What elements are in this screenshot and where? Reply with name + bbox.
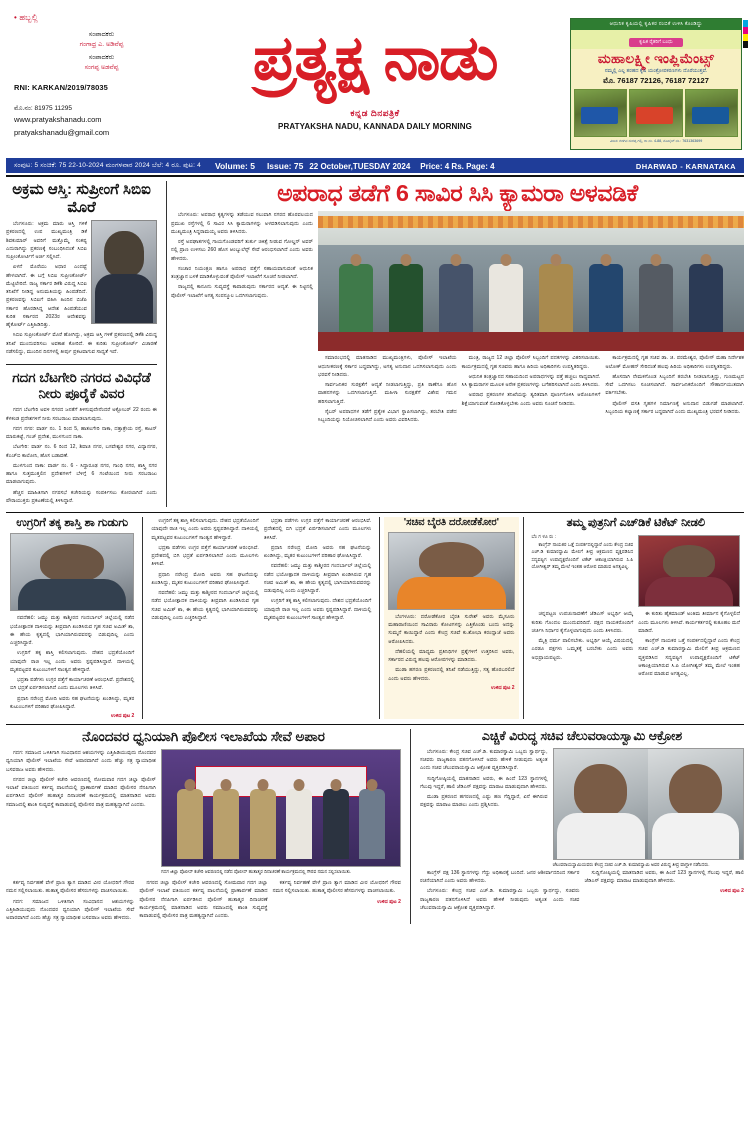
ad-description: ನಮ್ಮಲ್ಲಿ ಎಲ್ಲ ತರಹದ ಕೃಷಿ ಯಂತ್ರೋಪಕರಣಗಳು ದೊರೆಯುತ್ತವೆ. (604, 67, 708, 74)
left-second-para-3: ಬೆಟಗೇರಿ: ವಾರ್ಡ ನಂ. 6 ರಿಂದ 12, ಶಿವಾಜಿ ನಗರ, ಬಸವೇಶ್ವರ ನಗರ, ವಿದ್ಯಾನಗರ, ಕೆಎಚ್‌ಬಿ ಕಾಲೋನಿ, ಹೊಸ ಬಡಾವಣೆ. (6, 444, 157, 459)
amit-shah-x4: ನವದೆಹಲಿ: ಜಮ್ಮು ಮತ್ತು ಕಾಶ್ಮೀರದ ಗಂದರ್ಬಾಲ್ ಜಿಲ್ಲೆಯಲ್ಲಿ ನಡೆದ ಭಯೋತ್ಪಾದಕ ದಾಳಿಯನ್ನು ತೀವ್ರವಾಗಿ ಖಂಡಿಸಿರುವ ಗೃಹ ಸಚಿವ ಅಮಿತ್ ಶಾ, ಈ ಹೇಯ ಕೃತ್ಯದಲ್ಲಿ ಭಾಗಿಯಾಗಿರುವವರನ್ನು ಬಿಡುವುದಿಲ್ಲ ಎಂದು ಎಚ್ಚರಿಸಿದ್ದಾರೆ. (151, 590, 259, 621)
editor-name-1: ಗಂಗಾಧ್ರ ಎ. ಅಡಿವೆಪ್ಪ (79, 41, 124, 49)
amit-shah-para-4: ಪ್ರಧಾನಿ ನರೇಂದ್ರ ಮೋದಿ ಅವರು ಸಹ ಘಟನೆಯನ್ನು ಖಂಡಿಸಿದ್ದು, ಮೃತರ ಕುಟುಂಬಗಳಿಗೆ ಪರಿಹಾರ ಘೋಷಿಸಿದ್ದಾರೆ. (10, 695, 135, 710)
police-text-col (6, 749, 156, 876)
police-para-2: ನಗರದ ಜಿಲ್ಲಾ ಪೊಲೀಸ್ ಕಚೇರಿ ಆವರಣದಲ್ಲಿ ಸೋಮವಾರ ಗದಗ ಜಿಲ್ಲಾ ಪೊಲೀಸ್ ಇಲಾಖೆ ವತಿಯಿಂದ ಕರ್ತವ್ಯ ಪಾಲನೆಯಲ್ಲಿ ಪ್ರಾಣಾರ್ಪಣೆ ಮಾಡಿದ ಪೊಲೀಸರ ನೆನಪಿಗಾಗಿ ಏರ್ಪಡಿಸಿದ ಪೊಲೀಸ್ ಹುತಾತ್ಮರ ದಿನಾಚರಣೆ ಕಾರ್ಯಕ್ರಮದಲ್ಲಿ ಮಾತನಾಡಿದ ಅವರು ಸಮಾಜದಲ್ಲಿ ಶಾಂತಿ ಸುವ್ಯವಸ್ಥೆ ಕಾಪಾಡುವಲ್ಲಿ ಪೊಲೀಸರ ಪಾತ್ರ ಮಹತ್ವದ್ದಾಗಿದೆ ಎಂದರು. (6, 776, 156, 808)
left-lead-para-3: ಸಿಬಿಐ ಸುಪ್ರೀಂಕೋರ್ಟ್ ಮೊರೆ ಹೋಗಿದ್ದು, ಅಕ್ರಮ ಆಸ್ತಿ ಗಳಿಕೆ ಪ್ರಕರಣದಲ್ಲಿ ಡಿಕೆಶಿ ವಿರುದ್ಧ ತನಿಖೆ ಮುಂದುವರಿಸಲು ಅವಕಾಶ ಕೋರಿದೆ. ಈ ಕುರಿತು ಸುಪ್ರೀಂಕೋರ್ಟ್ ವಿಚಾರಣೆ ನಡೆಸಲಿದ್ದು, ಮುಂದಿನ ದಿನಗಳಲ್ಲಿ ತೀರ್ಪು ಪ್ರಕಟವಾಗುವ ಸಾಧ್ಯತೆ ಇದೆ. (6, 332, 157, 355)
main-col2-para-2: ಸಾರ್ವಜನಿಕರ ಸುರಕ್ಷತೆಗೆ ಆದ್ಯತೆ ನೀಡಲಾಗುತ್ತಿದ್ದು, ಪ್ರತಿ ಠಾಣೆಗೂ ಹೊಸ ವಾಹನಗಳನ್ನು ಒದಗಿಸಲಾಗುತ್ತಿದೆ. ಮಹಿಳಾ ಸುರಕ್ಷತೆಗೆ ವಿಶೇಷ ಗಮನ ಹರಿಸಲಾಗುತ್ತಿದೆ. (318, 382, 457, 405)
amit-shah-x3: ಪ್ರಧಾನಿ ನರೇಂದ್ರ ಮೋದಿ ಅವರು ಸಹ ಘಟನೆಯನ್ನು ಖಂಡಿಸಿದ್ದು, ಮೃತರ ಕುಟುಂಬಗಳಿಗೆ ಪರಿಹಾರ ಘೋಷಿಸಿದ್ದಾರೆ. (151, 571, 259, 586)
main-col1-para-3: ಸಂಚಾರ ನಿಯಂತ್ರಣ ಹಾಗೂ ಅಪರಾಧ ಪತ್ತೆಗೆ ಸಹಾಯವಾಗುವಂತೆ ಆಧುನಿಕ ತಂತ್ರಜ್ಞಾನ ಬಳಕೆ ಮಾಡಿಕೊಳ್ಳುವಂತೆ ಪೊಲೀಸ್ ಇಲಾಖೆಗೆ ಸೂಚನೆ ನೀಡಲಾಗಿದೆ. (171, 265, 313, 281)
header-divider-rule (6, 175, 744, 177)
mid-article-amit-shah-extended (147, 517, 375, 719)
main-under-photo-columns (318, 354, 744, 426)
police-continued-marker[interactable]: ಉಳಿದ ಪುಟ 2 (377, 898, 401, 905)
main-lead-article (171, 181, 744, 507)
issue-info-bar (6, 158, 744, 173)
police-bottom-columns (6, 879, 401, 924)
masthead-contact-block (14, 103, 189, 140)
editor-role-2: ಸಂಪಾದಕರು (88, 53, 115, 61)
main-lead-columns (171, 211, 744, 426)
main-col4-block (605, 354, 744, 426)
hdk-ticket-headline[interactable]: ತಮ್ಮ ಪುತ್ರನಿಗೆ ಎಚ್‌ಡಿಕೆ ಟಿಕೆಟ್ ನೀಡಲಿ (566, 517, 706, 530)
contact-website[interactable]: www.pratyakshanadu.com (14, 115, 102, 125)
issue-date: 22 October,TUESDAY 2024 (309, 161, 411, 171)
photo-subject-left (554, 749, 649, 859)
ad-ribbon: ಕೃಷಿಕ ರೈತರಿಗೆ ಬಂಧು (629, 38, 683, 47)
main-lead-col-1 (171, 211, 313, 426)
byrathi-body (388, 613, 514, 683)
left-column (6, 181, 162, 507)
police-service-headline[interactable]: ನೊಂದವರ ಧ್ವನಿಯಾಗಿ ಪೊಲೀಸ ಇಲಾಖೆಯ ಸೇವೆ ಅಪಾರ (82, 729, 325, 745)
print-color-registration-bars (743, 20, 748, 48)
bottom-column-separator (410, 729, 411, 924)
bottom-section (6, 724, 744, 924)
hdk-para-2: ಚನ್ನಪಟ್ಟಣ ಉಪಚುನಾವಣೆಗೆ ಜೆಡಿಎಸ್ ಅಭ್ಯರ್ಥಿ ಆಯ್ಕೆ ಕುರಿತು ಗೊಂದಲ ಮುಂದುವರಿದಿದೆ. ಪಕ್ಷದ ನಾಯಕರೊಂದಿಗೆ ಚರ್ಚಿಸಿ ನಿರ್ಧಾರ ಕೈಗೊಳ್ಳಲಾಗುವುದು ಎಂದು ತಿಳಿಸಿದರು. (531, 611, 634, 634)
masthead-subtitle-block (180, 108, 570, 131)
main-col2-para-1: ಸಮಾರಂಭದಲ್ಲಿ ಮಾತನಾಡಿದ ಮುಖ್ಯಮಂತ್ರಿಗಳು, ಪೊಲೀಸ್ ಇಲಾಖೆಯ ಆಧುನೀಕರಣಕ್ಕೆ ಸರ್ಕಾರ ಬದ್ಧವಾಗಿದ್ದು, ಅಗತ್ಯ ಅನುದಾನ ಒದಗಿಸಲಾಗುವುದು ಎಂದು ಭರವಸೆ ನೀಡಿದರು. (318, 355, 457, 378)
police-salute-ceremony-photo (161, 749, 401, 867)
editor-credit-2 (27, 53, 177, 73)
photo-subject-right (648, 749, 743, 859)
contact-mobile: ಮೊ.ನಂ: 81975 11295 (14, 105, 72, 113)
byrathi-para-1: ಬೆಂಗಳೂರು: ದರೋಡೆಕೋರ ಬೈರತಿ ಸುರೇಶ್ ಅವರು ಮೈಸೂರು ಮಹಾರಾಣಿಯಿಂದ ಸಾವಿರಾರು ಕೋಟಿಗಳನ್ನು ಎತ್ತಿಕೊಂಡು ಬಂದು ಅದನ್ನು ಸುಮ್ಮನೆ ಕಾಯಿದ್ದಾರೆ ಎಂದು ಕೇಂದ್ರ ಸಚಿವೆ ಕು.ಶೋಭಾ ಕರಂದ್ಲಾಜೆ ಅವರು ಆರೋಪಿಸಿದರು. (388, 613, 515, 645)
masthead-left-block (14, 12, 189, 140)
main-col4-para-2: ಹೊಸದಾಗಿ ನೇಮಕಗೊಂಡ ಸಿಬ್ಬಂದಿಗೆ ತರಬೇತಿ ನೀಡಲಾಗುತ್ತಿದ್ದು, ಗುಣಮಟ್ಟದ ಸೇವೆ ಒದಗಿಸಲು ಸೂಚಿಸಲಾಗಿದೆ. ಸಾರ್ವಜನಿಕರೊಂದಿಗೆ ಸೌಹಾರ್ದಯುತವಾಗಿ ವರ್ತಿಸಬೇಕು. (605, 373, 745, 397)
subtitle-kannada: ಕನ್ನಡ ದಿನಪತ್ರಿಕೆ (350, 108, 400, 118)
ad-address-footer: ವಿಳಾಸ: ಗದಗಿನ ಸಂಗಪ್ಪ ಗಲ್ಲಿ, ಶಾ ನಂ. 4-88, ಮೊಬೈಲ್ ನಂ.: 7631363699 (609, 138, 703, 143)
issue-volume: Volume: 5 (214, 161, 255, 171)
main-banner-headline[interactable]: ಅಪರಾಧ ತಡೆಗೆ 6 ಸಾವಿರ ಸಿಸಿ ಕ್ಯಾಮರಾ ಅಳವಡಿಕೆ (277, 180, 638, 206)
police-para-6: ಕರ್ತವ್ಯ ನಿರ್ವಹಣೆ ವೇಳೆ ಪ್ರಾಣ ತ್ಯಾಗ ಮಾಡಿದ ವೀರ ಯೋಧರಿಗೆ ಗೌರವ ನಮನ ಸಲ್ಲಿಸಲಾಯಿತು. ಹುತಾತ್ಮ ಪೊಲೀಸರ ಹೆಸರುಗಳನ್ನು ವಾಚಿಸಲಾಯಿತು. (272, 880, 401, 895)
cheluvarayaswamy-bottom-row (420, 869, 744, 914)
left-second-headline[interactable]: ಗದಗ ಬೆಟಗೇರಿ ನಗರದ ವಿವಿಧೆಡೆ ನೀರು ಪೂರೈಕೆ ವಿವರ (6, 364, 157, 402)
issue-number: Issue: 75 (266, 161, 304, 171)
masthead-bullet-text: • ಹಬ್ಬಲ್ಲಿ (14, 13, 38, 22)
mid-article-amit-shah (6, 517, 138, 719)
cheluva-photo-caption: ಚೆಲುವರಾಯಸ್ವಾಮಿಯವರು ಕೇಂದ್ರ ಸಚಿವ ಎಚ್.ಡಿ. ಕುಮಾರಸ್ವಾಮಿ ಅವರ ವಿರುದ್ಧ ತೀವ್ರ ವಾಗ್ದಾಳಿ ನಡೆಸಿದರು. (552, 861, 710, 867)
amit-shah-headline[interactable]: ಉಗ್ರರಿಗೆ ತಕ್ಕ ಶಾಸ್ತಿ ಶಾ ಗುಡುಗು (16, 517, 129, 530)
main-col1-para-1: ಬೆಂಗಳೂರು: ಅಪರಾಧ ಕೃತ್ಯಗಳನ್ನು ತಡೆಯುವ ಸಲುವಾಗಿ ನಗರದ ಹೊರವಲಯದ ಪ್ರಮುಖ ರಸ್ತೆಗಳಲ್ಲಿ 6 ಸಾವಿರ ಸಿಸಿ ಕ್ಯಾಮರಾಗಳನ್ನು ಅಳವಡಿಸಲಾಗುವುದು ಎಂದು ಮುಖ್ಯಮಂತ್ರಿ ಸಿದ್ದರಾಮಯ್ಯ ಅವರು ತಿಳಿಸಿದರು. (171, 212, 313, 235)
mid-separator-1 (142, 517, 143, 719)
amit-shah-photo (10, 533, 134, 611)
ad-image-rotavator (629, 89, 682, 137)
hdk-ticket-text-col (532, 533, 634, 610)
politician-portrait-photo (638, 535, 740, 607)
cheluvarayaswamy-headline[interactable]: ಎಚ್ಚಿಕೆ ವಿರುದ್ಧ ಸಚಿವ ಚೆಲುವರಾಯಸ್ವಾಮಿ ಆಕ್ರೋಶ (481, 729, 683, 744)
cm-siddaramaiah-stage-photo (318, 211, 744, 351)
cheluva-para-2: ಸುದ್ದಿಗೋಷ್ಠಿಯಲ್ಲಿ ಮಾತನಾಡಿದ ಅವರು, ಈ ಹಿಂದೆ 123 ಸ್ಥಾನಗಳಲ್ಲಿ ಗೆಲುವು ಇದ್ದರೆ, ಹಾಲಿ ಜೆಡಿಎಸ್ ಪಕ್ಷವನ್ನು ಮಾರಾಟ ಮಾಡುವುದಾಗಿ ಹೇಳಿದರು. (420, 775, 548, 790)
cheluva-continued-marker[interactable]: ಉಳಿದ ಪುಟ 2 (720, 888, 744, 895)
ad-phone-numbers: ಮೊ. 76187 72126, 76187 72127 (603, 75, 709, 85)
cheluva-bot-col-2 (585, 869, 745, 914)
mid-separator-2 (379, 517, 380, 719)
issue-meta-kannada: ಸಂಪುಟ: 5 ಸಂಚಿಕೆ: 75 22-10-2024 ಮಂಗಳವಾರ 2024 ಬೆಲೆ: 4 ರೂ. ಪುಟ: 4 (14, 162, 201, 169)
mahalakshmi-implements-advertisement[interactable] (570, 18, 742, 150)
amit-shah-para-2: ಉಗ್ರರಿಗೆ ತಕ್ಕ ಶಾಸ್ತಿ ಕಲಿಸಲಾಗುವುದು. ದೇಶದ ಭದ್ರತೆಯೊಂದಿಗೆ ಯಾವುದೇ ರಾಜಿ ಇಲ್ಲ ಎಂದು ಅವರು ಸ್ಪಷ್ಟಪಡಿಸಿದ್ದಾರೆ. ದಾಳಿಯಲ್ಲಿ ಮೃತಪಟ್ಟವರ ಕುಟುಂಬಗಳಿಗೆ ಸಾಂತ್ವನ ಹೇಳಿದ್ದಾರೆ. (10, 650, 135, 673)
amit-shah-x1: ಉಗ್ರರಿಗೆ ತಕ್ಕ ಶಾಸ್ತಿ ಕಲಿಸಲಾಗುವುದು. ದೇಶದ ಭದ್ರತೆಯೊಂದಿಗೆ ಯಾವುದೇ ರಾಜಿ ಇಲ್ಲ ಎಂದು ಅವರು ಸ್ಪಷ್ಟಪಡಿಸಿದ್ದಾರೆ. ದಾಳಿಯಲ್ಲಿ ಮೃತಪಟ್ಟವರ ಕುಟುಂಬಗಳಿಗೆ ಸಾಂತ್ವನ ಹೇಳಿದ್ದಾರೆ. (151, 518, 259, 541)
amit-shah-body (10, 614, 134, 711)
police-para-4: ಗದಗ: ಸಮಾಜದ ಒಳಿತಿಗಾಗಿ ಸಂವಿಧಾನದ ಆಶಯಗಳನ್ನು ಎತ್ತಿಹಿಡಿಯುವುದು ನೊಂದವರ ಧ್ವನಿಯಾಗಿ ಪೊಲೀಸ್ ಇಲಾಖೆಯ ಸೇವೆ ಅಪಾರವಾಗಿದೆ ಎಂದು ಹೆಚ್ಚು ಸತ್ರ ನ್ಯಾಯಾಧೀಶ ಬಸವರಾಜ ಅವರು ಹೇಳಿದರು. (6, 898, 135, 922)
main-col3-block (462, 354, 601, 426)
police-bot-col-3 (273, 879, 401, 924)
cheluva-bot-col-1 (420, 869, 580, 914)
cheluva-para-3: ಮುಡಾ ಪ್ರಕರಣದ ಹಗರಣದಲ್ಲಿ ಎಷ್ಟು ಹಣ ಗೆದ್ದಿದ್ದಾರೆ, ಏನೆ ಈಗಿರುವ ಪಕ್ಷವನ್ನು ಮಾರಾಟ ಮಾಡಲು ಎಂದು ಪ್ರಶ್ನಿಸಿದರು. (420, 794, 548, 809)
main-col1-para-4: ರಾಜ್ಯದಲ್ಲಿ ಕಾನೂನು ಸುವ್ಯವಸ್ಥೆ ಕಾಪಾಡುವುದು ಸರ್ಕಾರದ ಆದ್ಯತೆ. ಈ ನಿಟ್ಟಿನಲ್ಲಿ ಪೊಲೀಸ್ ಇಲಾಖೆಗೆ ಅಗತ್ಯ ಸಂಪನ್ಮೂಲ ಒದಗಿಸಲಾಗುವುದು. (171, 284, 313, 299)
amit-shah-y4: ಉಗ್ರರಿಗೆ ತಕ್ಕ ಶಾಸ್ತಿ ಕಲಿಸಲಾಗುವುದು. ದೇಶದ ಭದ್ರತೆಯೊಂದಿಗೆ ಯಾವುದೇ ರಾಜಿ ಇಲ್ಲ ಎಂದು ಅವರು ಸ್ಪಷ್ಟಪಡಿಸಿದ್ದಾರೆ. ದಾಳಿಯಲ್ಲಿ ಮೃತಪಟ್ಟವರ ಕುಟುಂಬಗಳಿಗೆ ಸಾಂತ್ವನ ಹೇಳಿದ್ದಾರೆ. (263, 598, 372, 621)
left-second-para-4: ಮುಳಗುಂದ ನಾಕಾ: ವಾರ್ಡ ನಂ. 6 - ಸಿದ್ಧಾರೂಢ ನಗರ, ಗಾಂಧಿ ನಗರ, ಶಾಸ್ತ್ರಿ ನಗರ ಹಾಗೂ ಸುತ್ತಮುತ್ತಲಿನ ಪ್ರದೇಶಗಳಿಗೆ ಬೆಳಿಗ್ಗೆ 6 ಗಂಟೆಯಿಂದ ನೀರು ಸರಬರಾಜು ಮಾಡಲಾಗುವುದು. (6, 462, 157, 486)
hdk-kicker: ಬೆಂಗಳೂರು: (531, 534, 558, 540)
cheluva-para-6: ಸುದ್ದಿಗೋಷ್ಠಿಯಲ್ಲಿ ಮಾತನಾಡಿದ ಅವರು, ಈ ಹಿಂದೆ 123 ಸ್ಥಾನಗಳಲ್ಲಿ ಗೆಲುವು ಇದ್ದರೆ, ಹಾಲಿ ಜೆಡಿಎಸ್ ಪಕ್ಷವನ್ನು ಮಾರಾಟ ಮಾಡುವುದಾಗಿ ಹೇಳಿದರು. (584, 869, 744, 885)
middle-section (6, 512, 744, 719)
shobha-karandlaje-photo (388, 532, 514, 610)
left-lead-para-1: ಬೆಂಗಳೂರು: ಅಕ್ರಮ ಮಾರು ಆಸ್ತಿ ಗಳಿಕೆ ಪ್ರಕರಣದಲ್ಲಿ ಉಪ ಮುಖ್ಯಮಂತ್ರಿ ಡಿಕೆ ಶಿವಕುಮಾರ್ ಅವರಿಗೆ ಮತ್ತೊಮ್ಮೆ ಸಂಕಷ್ಟ ಎದುರಾಗಿದ್ದು ಪ್ರಕರಣಕ್ಕೆ ಸಂಬಂಧಿಸಿದಂತೆ ಸಿಬಿಐ ಸುಪ್ರೀಂಕೋರ್ಟಿಗೆ ಅರ್ಜಿ ಸಲ್ಲಿಸಿದೆ. (6, 221, 87, 260)
police-para-5: ನಗರದ ಜಿಲ್ಲಾ ಪೊಲೀಸ್ ಕಚೇರಿ ಆವರಣದಲ್ಲಿ ಸೋಮವಾರ ಗದಗ ಜಿಲ್ಲಾ ಪೊಲೀಸ್ ಇಲಾಖೆ ವತಿಯಿಂದ ಕರ್ತವ್ಯ ಪಾಲನೆಯಲ್ಲಿ ಪ್ರಾಣಾರ್ಪಣೆ ಮಾಡಿದ ಪೊಲೀಸರ ನೆನಪಿಗಾಗಿ ಏರ್ಪಡಿಸಿದ ಪೊಲೀಸ್ ಹುತಾತ್ಮರ ದಿನಾಚರಣೆ ಕಾರ್ಯಕ್ರಮದಲ್ಲಿ ಮಾತನಾಡಿದ ಅವರು ಸಮಾಜದಲ್ಲಿ ಶಾಂತಿ ಸುವ್ಯವಸ್ಥೆ ಕಾಪಾಡುವಲ್ಲಿ ಪೊಲೀಸರ ಪಾತ್ರ ಮಹತ್ವದ್ದಾಗಿದೆ ಎಂದರು. (139, 880, 268, 920)
issue-price-page: Price: 4 Rs. Page: 4 (420, 161, 495, 171)
amit-shah-y1: ಭದ್ರತಾ ಪಡೆಗಳು ಉಗ್ರರ ಪತ್ತೆಗೆ ಕಾರ್ಯಾಚರಣೆ ಆರಂಭಿಸಿವೆ. ಪ್ರದೇಶದಲ್ಲಿ ಬಿಗಿ ಭದ್ರತೆ ಏರ್ಪಡಿಸಲಾಗಿದೆ ಎಂದು ಮೂಲಗಳು ತಿಳಿಸಿವೆ. (263, 518, 372, 541)
byrathi-para-3: ಮುಡಾ ಹಗರಣ ಪ್ರಕರಣದಲ್ಲಿ ತನಿಖೆ ನಡೆಯುತ್ತಿದ್ದು, ಸತ್ಯ ಹೊರಬರಲಿದೆ ಎಂದು ಅವರು ಹೇಳಿದರು. (388, 667, 515, 682)
mid-separator-3 (523, 517, 524, 719)
main-col2-block (318, 354, 457, 426)
main-lead-col-2-with-photo (318, 211, 744, 426)
amit-shah-para-3: ಭದ್ರತಾ ಪಡೆಗಳು ಉಗ್ರರ ಪತ್ತೆಗೆ ಕಾರ್ಯಾಚರಣೆ ಆರಂಭಿಸಿವೆ. ಪ್ರದೇಶದಲ್ಲಿ ಬಿಗಿ ಭದ್ರತೆ ಏರ್ಪಡಿಸಲಾಗಿದೆ ಎಂದು ಮೂಲಗಳು ತಿಳಿಸಿವೆ. (10, 677, 135, 692)
ad-top-line: ಆಧುನಿಕ ಕೃಷಿಯಲ್ಲಿ ಕೃಷಿಕರ ನಂಬಿಕೆ ಉಳಿಸಿ ಕೊಂಡಿದ್ದು (571, 19, 741, 30)
dk-shivakumar-photo (91, 220, 157, 324)
main-col4-para-3: ಪೊಲೀಸ್ ವಸತಿ ಗೃಹಗಳ ನಿರ್ಮಾಣಕ್ಕೆ ಅನುದಾನ ಬಿಡುಗಡೆ ಮಾಡಲಾಗಿದೆ. ಸಿಬ್ಬಂದಿಯ ಕಲ್ಯಾಣಕ್ಕೆ ಸರ್ಕಾರ ಬದ್ಧವಾಗಿದೆ ಎಂದು ಮುಖ್ಯಮಂತ್ರಿ ಭರವಸೆ ನೀಡಿದರು. (605, 400, 745, 415)
cheluvarayaswamy-top-row (420, 748, 744, 869)
police-photo-caption: ಗದಗ ಜಿಲ್ಲಾ ಪೊಲೀಸ್ ಕಚೇರಿ ಆವರಣದಲ್ಲಿ ನಡೆದ ಪೊಲೀಸ್ ಹುತಾತ್ಮರ ದಿನಾಚರಣೆ ಕಾರ್ಯಕ್ರಮದಲ್ಲಿ ಗೌರವ ನಮನ ಸಲ್ಲಿಸಲಾಯಿತು. (161, 869, 352, 875)
amit-shah-continued-marker[interactable]: ಉಳಿದ ಪುಟ 2 (110, 713, 135, 720)
main-col3-para-3: ಅಪರಾಧ ಪ್ರಕರಣಗಳ ತನಿಖೆಯನ್ನು ತ್ವರಿತವಾಗಿ ಪೂರ್ಣಗೊಳಿಸಿ ಆರೋಪಿಗಳಿಗೆ ಶಿಕ್ಷೆಯಾಗುವಂತೆ ನೋಡಿಕೊಳ್ಳಬೇಕು ಎಂದು ಅವರು ಸೂಚನೆ ನೀಡಿದರು. (461, 392, 601, 407)
ad-ribbon-wrap (571, 30, 741, 49)
hdk-photo-col (638, 533, 740, 610)
hdk-col-a (532, 610, 634, 680)
cheluva-text-col (420, 748, 548, 869)
main-col3-para-1: ಮಂತ್ರಿ, ರಾಜ್ಯದ 12 ಜಿಲ್ಲಾ ಪೊಲೀಸ್ ಸಿಬ್ಬಂದಿಗೆ ಪದಕಗಳನ್ನು ವಿತರಿಸಲಾಯಿತು. ಕಾರ್ಯಕ್ರಮದಲ್ಲಿ ಗೃಹ ಸಚಿವರು ಹಾಗೂ ಹಿರಿಯ ಅಧಿಕಾರಿಗಳು ಉಪಸ್ಥಿತರಿದ್ದರು. (461, 355, 601, 370)
hdk-ticket-top-row (532, 533, 740, 610)
ad-company-name: ಮಹಾಲಕ್ಷ್ಮೀ ಇಂಪ್ಲಿಮೆಂಟ್ಸ್ (597, 50, 715, 66)
kumaraswamy-cheluvarayaswamy-photo (553, 748, 744, 860)
ad-image-trailer (685, 89, 738, 137)
amit-shah-two-col (151, 517, 371, 624)
main-col3-para-2: ಆಧುನಿಕ ತಂತ್ರಜ್ಞಾನದ ಸಹಾಯದಿಂದ ಅಪರಾಧಗಳನ್ನು ಪತ್ತೆ ಹಚ್ಚಲು ಸಾಧ್ಯವಾಗಿದೆ. ಸಿಸಿ ಕ್ಯಾಮರಾಗಳ ಮೂಲಕ ಅನೇಕ ಪ್ರಕರಣಗಳನ್ನು ಬಗೆಹರಿಸಲಾಗಿದೆ ಎಂದು ತಿಳಿಸಿದರು. (461, 373, 601, 389)
police-bot-col-2 (139, 879, 267, 924)
main-col2-para-3: ಸೈಬರ್ ಅಪರಾಧಗಳ ತಡೆಗೆ ಪ್ರತ್ಯೇಕ ವಿಭಾಗ ಸ್ಥಾಪಿಸಲಾಗಿದ್ದು, ತರಬೇತಿ ಪಡೆದ ಸಿಬ್ಬಂದಿಯನ್ನು ನಿಯೋಜಿಸಲಾಗಿದೆ ಎಂದು ಅವರು ವಿವರಿಸಿದರು. (318, 408, 457, 424)
editor-credit-1 (27, 30, 177, 50)
hdk-para-4: ಈ ಕುರಿತು ಹೈಕಮಾಂಡ್ ಅಂತಿಮ ತೀರ್ಮಾನ ಕೈಗೊಳ್ಳಲಿದೆ ಎಂದು ಮೂಲಗಳು ತಿಳಿಸಿವೆ. ಕಾರ್ಯಕರ್ತರಲ್ಲಿ ಕುತೂಹಲ ಮನೆ ಮಾಡಿದೆ. (638, 611, 741, 634)
police-bot-col-1 (6, 879, 134, 924)
left-lead-para-2: ಏಳನೆ ಮೊರೆಯು ಅಧಾರ ಎಂದಷ್ಟೆ ಹೇಳಲಾಗಿದೆ. ಈ ಬಗ್ಗೆ ಸಿಬಿಐ ಸುಪ್ರೀಂಕೋರ್ಟ್ ಮೆಟ್ಟಿಲೇರಿದೆ. ರಾಜ್ಯ ಸರ್ಕಾರ ಡಿಕೆಶಿ ವಿರುದ್ಧ ಸಿಬಿಐ ತನಿಖೆಗೆ ನೀಡಿದ್ದ ಅನುಮತಿಯನ್ನು ಹಿಂಪಡೆದಿದೆ. ಪ್ರಕರಣವನ್ನು ಸಿಬಿಐಗೆ ವಹಿಸಿ ಹಿಂದಿನ ಬಿಜೆಪಿ ಸರ್ಕಾರ ಹೊರಡಿಸಿದ್ದ ಆದೇಶ ಹಿಂಪಡೆಯುವ ಕುರಿತ ಸರ್ಕಾರದ 2023ರ ಆದೇಶವನ್ನು ಹೈಕೋರ್ಟ್ ಎತ್ತಿಹಿಡಿದಿತ್ತು. (6, 264, 87, 328)
rni-number: RNI: KARKAN/2019/78035 (14, 82, 108, 92)
left-lead-headline[interactable]: ಅಕ್ರಮ ಆಸ್ತಿ: ಸುಪ್ರೀಂಗೆ ಸಿಬಿಐ ಮೊರೆ (12, 181, 151, 216)
amit-shah-y2: ಪ್ರಧಾನಿ ನರೇಂದ್ರ ಮೋದಿ ಅವರು ಸಹ ಘಟನೆಯನ್ನು ಖಂಡಿಸಿದ್ದು, ಮೃತರ ಕುಟುಂಬಗಳಿಗೆ ಪರಿಹಾರ ಘೋಷಿಸಿದ್ದಾರೆ. (263, 544, 372, 560)
amit-shah-para-1: ನವದೆಹಲಿ: ಜಮ್ಮು ಮತ್ತು ಕಾಶ್ಮೀರದ ಗಂದರ್ಬಾಲ್ ಜಿಲ್ಲೆಯಲ್ಲಿ ನಡೆದ ಭಯೋತ್ಪಾದಕ ದಾಳಿಯನ್ನು ತೀವ್ರವಾಗಿ ಖಂಡಿಸಿರುವ ಗೃಹ ಸಚಿವ ಅಮಿತ್ ಶಾ, ಈ ಹೇಯ ಕೃತ್ಯದಲ್ಲಿ ಭಾಗಿಯಾಗಿರುವವರನ್ನು ಬಿಡುವುದಿಲ್ಲ ಎಂದು ಎಚ್ಚರಿಸಿದ್ದಾರೆ. (10, 615, 135, 647)
amit-shah-y3: ನವದೆಹಲಿ: ಜಮ್ಮು ಮತ್ತು ಕಾಶ್ಮೀರದ ಗಂದರ್ಬಾಲ್ ಜಿಲ್ಲೆಯಲ್ಲಿ ನಡೆದ ಭಯೋತ್ಪಾದಕ ದಾಳಿಯನ್ನು ತೀವ್ರವಾಗಿ ಖಂಡಿಸಿರುವ ಗೃಹ ಸಚಿವ ಅಮಿತ್ ಶಾ, ಈ ಹೇಯ ಕೃತ್ಯದಲ್ಲಿ ಭಾಗಿಯಾಗಿರುವವರನ್ನು ಬಿಡುವುದಿಲ್ಲ ಎಂದು ಎಚ್ಚರಿಸಿದ್ದಾರೆ. (263, 563, 372, 595)
hdk-para-1: ಕಾಂಗ್ರೆಸ್ ನಾಯಕರ ಒತ್ತೆ ಸಂಪರ್ಕದಲ್ಲಿದ್ದಾರೆ ಎಂದು ಕೇಂದ್ರ ಸಚಿವ ಎಚ್.ಡಿ ಕುಮಾರಸ್ವಾಮಿ ಮೇಲಿಗೆ ತೀವ್ರ ಆಕ್ರಮಣದ ವ್ಯಕ್ತಪಡಿಸಿದ ಸದ್ಯವಷ್ಟಿಗ ಉಪಾಧ್ಯಕ್ಷರೊಂದಿಗೆ ಟಿಕೆಟ್ ಆಕಾಂಕ್ಷಿಯಾಗಿರುವ ಸಿ.ಪಿ ಯೋಗೀಶ್ವರ್ ತಮ್ಮ ಮೇಲೆ ಇಂತಹ ಆರೋಪ ಮಾಡುವ ಅಗತ್ಯವಿಲ್ಲ. (531, 541, 634, 570)
hdk-col-b (638, 610, 740, 680)
cheluva-para-1: ಬೆಂಗಳೂರು: ಕೇಂದ್ರ ಸಚಿವ ಎಚ್.ಡಿ. ಕುಮಾರಸ್ವಾಮಿ ಒಬ್ಬರು ಸ್ವಾರ್ಥದ್ದು, ಸಚಿವರು ರಾಜ್ಯಕಾರಣ ಪತನಗೊಳಿಸಿದೆ ಅವರು ಹೇಳಿಕೆ ನೀಡುವುದು ಅತ್ಯಂತ ಎಂದು ಸಚಿವ ಚೆಲುವರಾಯಸ್ವಾಮಿ ಆಕ್ರೋಶ ವ್ಯಕ್ತಪಡಿಸಿದ್ದಾರೆ. (420, 748, 548, 772)
mid-article-byrathi (384, 517, 518, 719)
police-para-1: ಗದಗ: ಸಮಾಜದ ಒಳಿತಿಗಾಗಿ ಸಂವಿಧಾನದ ಆಶಯಗಳನ್ನು ಎತ್ತಿಹಿಡಿಯುವುದು ನೊಂದವರ ಧ್ವನಿಯಾಗಿ ಪೊಲೀಸ್ ಇಲಾಖೆಯ ಸೇವೆ ಅಪಾರವಾಗಿದೆ ಎಂದು ಹೆಚ್ಚು ಸತ್ರ ನ್ಯಾಯಾಧೀಶ ಬಸವರಾಜ ಅವರು ಹೇಳಿದರು. (6, 750, 156, 773)
amit-shah-x2: ಭದ್ರತಾ ಪಡೆಗಳು ಉಗ್ರರ ಪತ್ತೆಗೆ ಕಾರ್ಯಾಚರಣೆ ಆರಂಭಿಸಿವೆ. ಪ್ರದೇಶದಲ್ಲಿ ಬಿಗಿ ಭದ್ರತೆ ಏರ್ಪಡಿಸಲಾಗಿದೆ ಎಂದು ಮೂಲಗಳು ತಿಳಿಸಿವೆ. (151, 544, 259, 568)
left-second-para-2: ಗದಗ ನಗರ: ವಾರ್ಡ ನಂ. 1 ರಿಂದ 5, ಹಾತಲಗೇರಿ ನಾಕಾ, ದತ್ತಾತ್ರೇಯ ರಸ್ತೆ, ಕಾಟನ್ ಮಾರುಕಟ್ಟೆ, ಗಂಜ್ ಪ್ರದೇಶ, ಮುಳಗುಂದ ನಾಕಾ. (6, 425, 157, 441)
newspaper-title: ಪ್ರತ್ಯಕ್ಷ ನಾಡು (252, 24, 498, 93)
cheluva-para-4: ಕಾಂಗ್ರೆಸ್ ಪಕ್ಷ 136 ಸ್ಥಾನಗಳನ್ನು ಗೆದ್ದು ಅಧಿಕಾರಕ್ಕೆ ಬಂದಿದೆ. ಜನರ ಆಶೀರ್ವಾದದಿಂದ ಸರ್ಕಾರ ರಚನೆಯಾಗಿದೆ ಎಂದು ಅವರು ಹೇಳಿದರು. (420, 869, 580, 885)
top-column-separator (166, 181, 167, 507)
top-section (6, 181, 744, 507)
hdk-ticket-bottom-row (532, 610, 740, 680)
cheluva-photo-col (553, 748, 744, 869)
police-top-row (6, 749, 401, 876)
issue-location: DHARWAD - KARNATAKA (635, 161, 736, 171)
ad-image-plough (574, 89, 627, 137)
masthead (0, 0, 750, 155)
amit-shah-extra-col-b (264, 517, 371, 624)
main-col1-para-2: ರಸ್ತೆ ಅಪಘಾತಗಳಲ್ಲಿ ಗಾಯಗೊಂಡವರಿಗೆ ತುರ್ತು ಚಿಕಿತ್ಸೆ ನೀಡುವ ಗೋಲ್ಡನ್ ಅವರ್ ನಲ್ಲಿ ಪ್ರಾಣ ಉಳಿಸಲು 260 ಹೊಸ ಆಂಬ್ಯುಲೆನ್ಸ್ ಸೇವೆ ಆರಂಭಿಸಲಾಗಿದೆ ಎಂದು ಅವರು ಹೇಳಿದರು. (171, 239, 313, 262)
police-para-3: ಕರ್ತವ್ಯ ನಿರ್ವಹಣೆ ವೇಳೆ ಪ್ರಾಣ ತ್ಯಾಗ ಮಾಡಿದ ವೀರ ಯೋಧರಿಗೆ ಗೌರವ ನಮನ ಸಲ್ಲಿಸಲಾಯಿತು. ಹುತಾತ್ಮ ಪೊಲೀಸರ ಹೆಸರುಗಳನ್ನು ವಾಚಿಸಲಾಯಿತು. (6, 880, 135, 895)
subtitle-english: PRATYAKSHA NADU, KANNADA DAILY MORNING (278, 122, 472, 131)
left-second-para-5: ಹೆಚ್ಚಿನ ಮಾಹಿತಿಗಾಗಿ ನಗರಸಭೆ ಕಚೇರಿಯನ್ನು ಸಂಪರ್ಕಿಸಲು ಕೋರಲಾಗಿದೆ ಎಂದು ಪೌರಾಯುಕ್ತರು ಪ್ರಕಟಣೆಯಲ್ಲಿ ತಿಳಿಸಿದ್ದಾರೆ. (6, 489, 157, 504)
hdk-para-3: ಮೈತ್ರಿ ಧರ್ಮ ಪಾಲಿಸಬೇಕು. ಅಭ್ಯರ್ಥಿ ಆಯ್ಕೆ ವಿಷಯದಲ್ಲಿ ಎರಡೂ ಪಕ್ಷಗಳು ಒಮ್ಮತಕ್ಕೆ ಬರಬೇಕು ಎಂದು ಅವರು ಅಭಿಪ್ರಾಯಪಟ್ಟರು. (531, 638, 634, 661)
hdk-para-5: ಕಾಂಗ್ರೆಸ್ ನಾಯಕರ ಒತ್ತೆ ಸಂಪರ್ಕದಲ್ಲಿದ್ದಾರೆ ಎಂದು ಕೇಂದ್ರ ಸಚಿವ ಎಚ್.ಡಿ ಕುಮಾರಸ್ವಾಮಿ ಮೇಲಿಗೆ ತೀವ್ರ ಆಕ್ರಮಣದ ವ್ಯಕ್ತಪಡಿಸಿದ ಸದ್ಯವಷ್ಟಿಗ ಉಪಾಧ್ಯಕ್ಷರೊಂದಿಗೆ ಟಿಕೆಟ್ ಆಕಾಂಕ್ಷಿಯಾಗಿರುವ ಸಿ.ಪಿ ಯೋಗೀಶ್ವರ್ ತಮ್ಮ ಮೇಲೆ ಇಂತಹ ಆರೋಪ ಮಾಡುವ ಅಗತ್ಯವಿಲ್ಲ. (638, 638, 741, 678)
editor-name-2: ಸಂಗಪ್ಪ ಅಡವೆಪ್ಪ (84, 63, 119, 71)
contact-email[interactable]: pratyakshanadu@gmail.com (14, 128, 110, 138)
editor-role-1: ಸಂಪಾದಕರು (88, 31, 115, 39)
mid-article-hdk-ticket (528, 517, 744, 719)
left-second-body (6, 406, 157, 505)
ad-product-images (571, 89, 741, 137)
byrathi-para-2: ದೆಹಲಿಯಲ್ಲಿ ಮಾಧ್ಯಮ ಪ್ರತಿನಿಧಿಗಳ ಪ್ರಶ್ನೆಗಳಿಗೆ ಉತ್ತರಿಸಿದ ಅವರು, ಸರ್ಕಾರದ ವಿರುದ್ಧ ಹಲವು ಆರೋಪಗಳನ್ನು ಮಾಡಿದರು. (388, 648, 515, 664)
byrathi-headline[interactable]: 'ಸಚಿವ ಬೈರತಿ ದರೋಡೆಕೋರ' (403, 517, 500, 529)
main-col4-para-1: ಕಾರ್ಯಕ್ರಮದಲ್ಲಿ ಗೃಹ ಸಚಿವ ಡಾ. ಜಿ. ಪರಮೇಶ್ವರ, ಪೊಲೀಸ್ ಮಹಾ ನಿರ್ದೇಶಕ ಅಲೋಕ್ ಮೋಹನ್ ಸೇರಿದಂತೆ ಹಲವು ಹಿರಿಯ ಅಧಿಕಾರಿಗಳು ಉಪಸ್ಥಿತರಿದ್ದರು. (605, 355, 745, 370)
bottom-right-article (415, 729, 744, 924)
bottom-left-article (6, 729, 406, 924)
left-second-para-1: ಗದಗ ಬೆಟಗೇರಿ ಅವಳಿ ನಗರದ ಜನತೆಗೆ ತಿಳಿಸುವುದೇನೆಂದರೆ ಅಕ್ಟೋಬರ್ 22 ರಂದು ಈ ಕೆಳಕಂಡ ಪ್ರದೇಶಗಳಿಗೆ ನೀರು ಸರಬರಾಜು ಮಾಡಲಾಗುವುದು. (6, 407, 157, 422)
amit-shah-extra-col-a (151, 517, 258, 624)
cheluva-para-5: ಬೆಂಗಳೂರು: ಕೇಂದ್ರ ಸಚಿವ ಎಚ್.ಡಿ. ಕುಮಾರಸ್ವಾಮಿ ಒಬ್ಬರು ಸ್ವಾರ್ಥದ್ದು, ಸಚಿವರು ರಾಜ್ಯಕಾರಣ ಪತನಗೊಳಿಸಿದೆ ಅವರು ಹೇಳಿಕೆ ನೀಡುವುದು ಅತ್ಯಂತ ಎಂದು ಸಚಿವ ಚೆಲುವರಾಯಸ್ವಾಮಿ ಆಕ್ರೋಶ ವ್ಯಕ್ತಪಡಿಸಿದ್ದಾರೆ. (420, 888, 580, 911)
byrathi-continued-marker[interactable]: ಉಳಿದ ಪುಟ 2 (491, 684, 515, 691)
police-photo-col (161, 749, 401, 876)
